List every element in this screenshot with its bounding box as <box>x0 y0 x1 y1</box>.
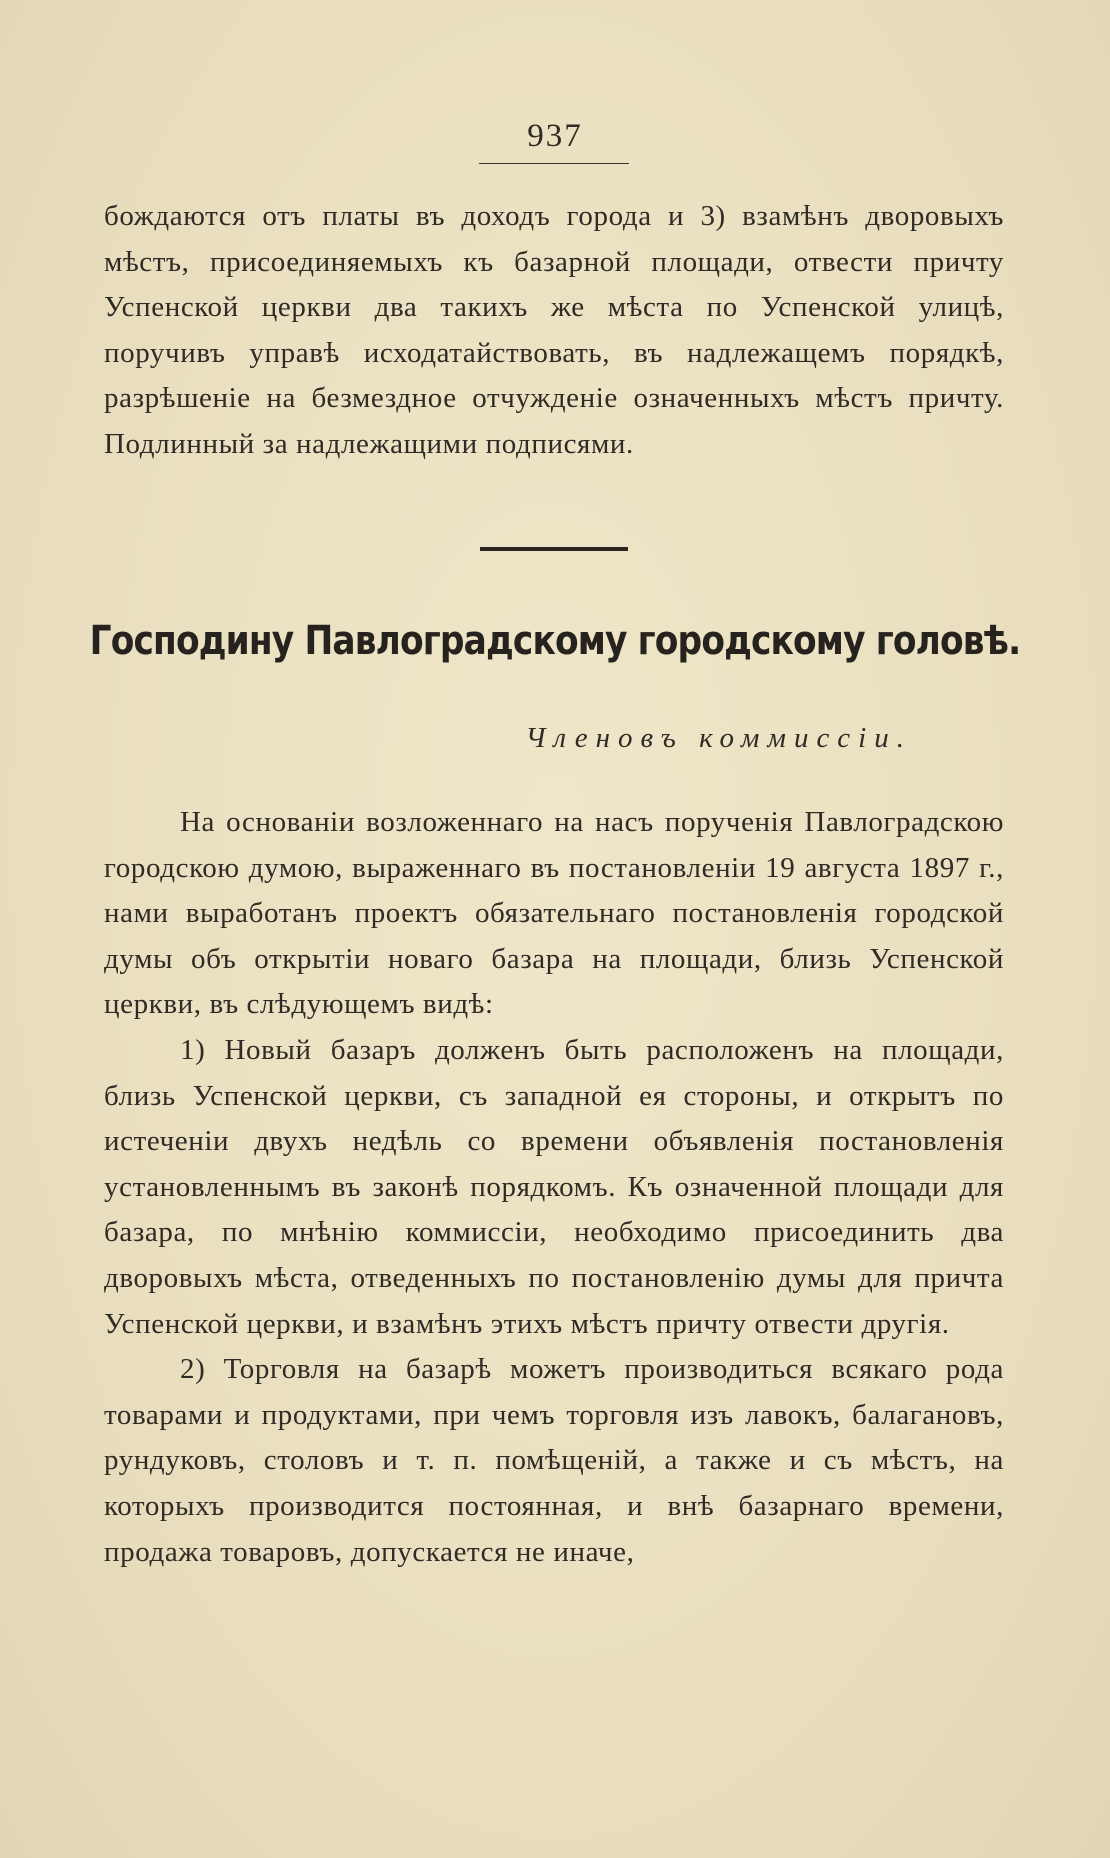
body-paragraph-item-1: 1) Новый базаръ долженъ быть расположенъ на площади, близь Успенской церкви, съ западной ея стороны, и открытъ по истеченіи двухъ недѣль со времени объявленія постановленія установленнымъ въ законѣ порядкомъ. Къ означенной площади для базара, по мнѣнію коммиссіи, необходимо присоединить два дворовыхъ мѣста, отведенныхъ по постановленію думы для причта Успенской церкви, и взамѣнъ этихъ мѣстъ причту отвести другія. <box>104 1033 1004 1340</box>
body-paragraph-item-2: 2) Торговля на базарѣ можетъ производиться всякаго рода товарами и продуктами, при чемъ торговля изъ лавокъ, балагановъ, рундуковъ, столовъ и т. п. помѣщеній, а также и съ мѣстъ, на которыхъ производится постоянная, и внѣ базарнаго времени, продажа товаровъ, допускается не иначе, <box>104 1353 1004 1568</box>
section-divider <box>480 547 628 551</box>
page-number-underline <box>479 163 629 164</box>
letter-heading: Господину Павлоградскому городскому головѣ. <box>89 618 1021 664</box>
page-number: 937 <box>527 118 583 154</box>
body-paragraph-intro: На основаніи возложеннаго на насъ порученія Павлоградскою городскою думою, выраженнаго въ постановленіи 19 августа 1897 г., нами выработанъ проектъ обязательнаго постановленія городской думы объ открытіи новаго базара на площади, близь Успенской церкви, въ слѣдующемъ видѣ: <box>104 806 1004 1021</box>
letter-subheading: Членовъ коммиссіи. <box>525 722 912 754</box>
body-text-block <box>104 800 1004 1575</box>
top-paragraph: бождаются отъ платы въ доходъ города и 3) взамѣнъ дворовыхъ мѣстъ, присоединяемыхъ къ базарной площади, отвести причту Успенской церкви два такихъ же мѣста по Успенской улицѣ, поручивъ управѣ исходатайствовать, въ надлежащемъ порядкѣ, разрѣшеніе на безмездное отчужденіе означенныхъ мѣстъ причту. Подлинный за надлежащими подписями. <box>104 200 1004 460</box>
top-paragraph-block <box>104 194 1004 468</box>
